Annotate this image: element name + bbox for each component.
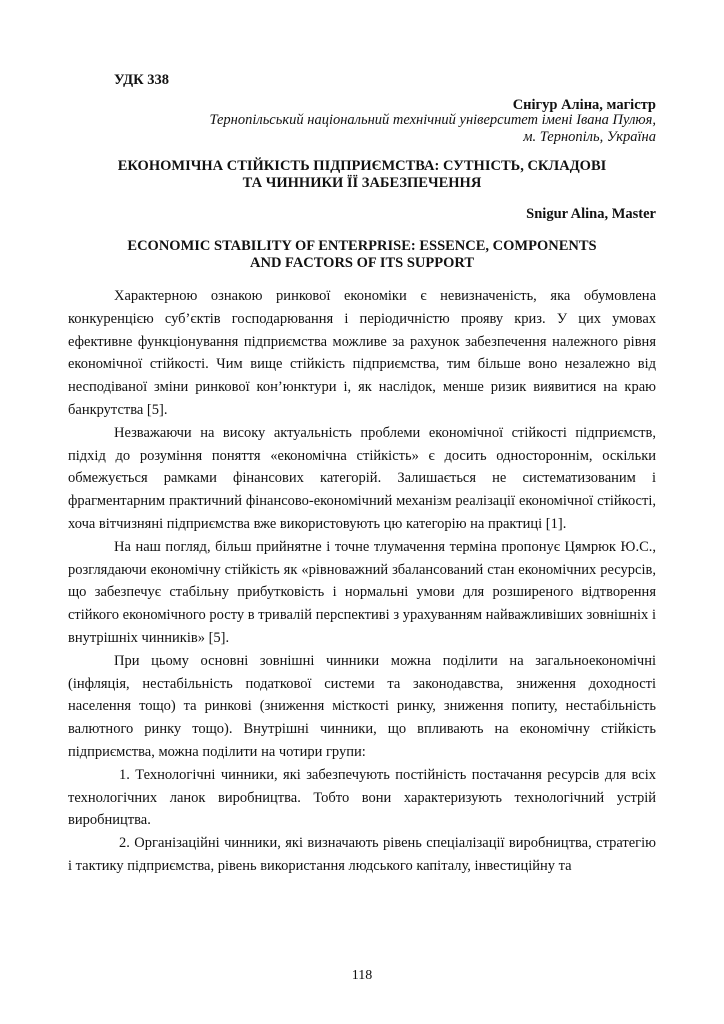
paragraph: Характерною ознакою ринкової економіки є невизначеність, яка обумовлена конкуренцією суб’єктів господарювання і періодичністю прояву криз. У цих умовах ефективне функціонування підприємства можливе за рахунок забезпечення належного рівня економічної стійкості. Чим вище стійкість підприємства, тим більше воно незалежно від несподіваної зміни ринкової кон’юнктури і, як наслідок, менше ризик виявитися на краю банкрутства [5]. [68,288,656,418]
title-en [68,238,656,272]
page-number: 118 [351,968,373,983]
title-ua [68,158,656,192]
author-ua: Снігур Аліна, магістр [512,97,656,113]
affiliation-line-2: м. Тернопіль, Україна [523,129,656,145]
title-en-line-2: AND FACTORS OF ITS SUPPORT [250,255,474,271]
paper-page [68,0,656,1024]
list-item: 2. Організаційні чинники, які визначають рівень спеціалізації виробництва, стратегію і тактику підприємства, рівень використання людського капіталу, інвестиційну та [68,835,656,874]
affiliation [209,112,656,146]
author-en: Snigur Alina, Master [526,206,656,222]
body-text [68,285,656,878]
title-ua-line-2: ТА ЧИННИКИ ЇЇ ЗАБЕЗПЕЧЕННЯ [242,175,482,191]
udk-code: УДК 338 [114,72,170,88]
affiliation-line-1: Тернопільський національний технічний університет імені Івана Пулюя, [209,112,656,128]
paragraph: Незважаючи на високу актуальність проблеми економічної стійкості підприємств, підхід до розуміння поняття «економічна стійкість» є досить одностороннім, оскільки обмежується рамками фінансових категорій. Залишається не систематизованим і фрагментарним практичний фінансово-економічний механізм реалізації економічної стійкості, хоча вітчизняні підприємства вже використовують цю категорію на практиці [1]. [68,424,656,532]
title-ua-line-1: ЕКОНОМІЧНА СТІЙКІСТЬ ПІДПРИЄМСТВА: СУТНІСТЬ, СКЛАДОВІ [117,158,607,174]
list-item: 1. Технологічні чинники, які забезпечують постійність постачання ресурсів для всіх технологічних ланок виробництва. Тобто вони характеризують технологічний устрій виробництва. [68,766,656,829]
title-en-line-1: ECONOMIC STABILITY OF ENTERPRISE: ESSENCE, COMPONENTS [127,238,597,254]
paragraph: На наш погляд, більш прийнятне і точне тлумачення терміна пропонує Цямрюк Ю.С., розглядаючи економічну стійкість як «рівноважний збалансований стан економічних ресурсів, що забезпечує стабільну прибутковість і нормальні умови для розширеного відтворення стійкого економічного росту в тривалій перспективі з урахуванням найважливіших зовнішніх і внутрішніх чинників» [5]. [68,538,656,646]
paragraph: При цьому основні зовнішні чинники можна поділити на загальноекономічні (інфляція, нестабільність податкової системи та законодавства, зниження доходності населення тощо) та ринкові (зниження місткості ринку, зниження попиту, нестабільність валютного ринку тощо). Внутрішні чинники, що впливають на економічну стійкість підприємства, можна поділити на чотири групи: [68,652,656,760]
